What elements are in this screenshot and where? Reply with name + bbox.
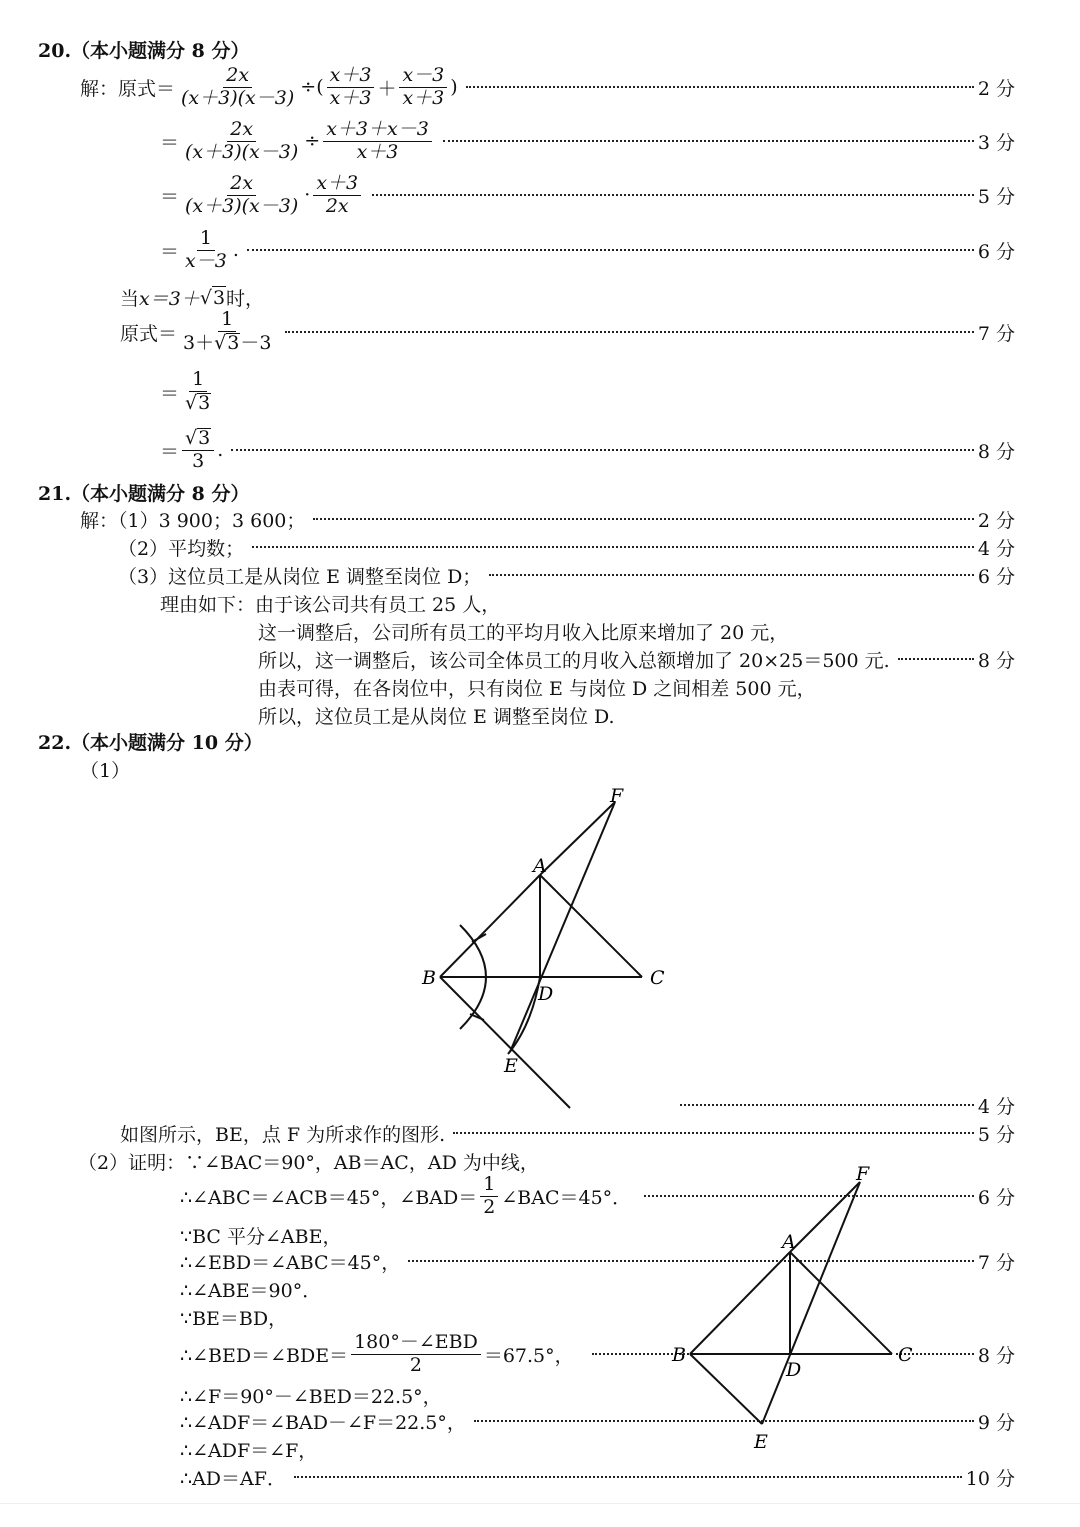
- construction-figure-1: [400, 780, 680, 1120]
- score: 2 分: [977, 509, 1015, 532]
- score: 6 分: [977, 1186, 1015, 1209]
- score: 3 分: [977, 131, 1015, 154]
- q22-step5: ∵BE＝BD，: [180, 1307, 288, 1330]
- q20-step1: 解：原式＝ $\frac{2x}{(x+3)(x-3)}$ ÷ ( $\frac{x+3}{x+3}$ ＋ $\frac{x-3}{x+3}$ ) 2 分: [80, 63, 1015, 109]
- label-f: F: [856, 1163, 870, 1185]
- label-d: D: [538, 983, 554, 1005]
- label-a: A: [782, 1231, 796, 1253]
- arc-tick: [472, 934, 486, 942]
- q22-part2: （2）证明：∵∠BAC＝90°，AB＝AC，AD 为中线，: [78, 1151, 539, 1174]
- q20-step2: ＝ $\frac{2x}{(x+3)(x-3)}$ ÷ $\frac{x+3+x-3}{x+3}$ 3 分: [160, 117, 1015, 163]
- segment-be: [690, 1354, 762, 1424]
- q21-line3: （3）这位员工是从岗位 E 调整至岗位 D； 6 分: [0, 558, 1015, 592]
- sqrt: √ 3: [199, 286, 226, 309]
- q22-step6: ∴∠BED＝∠BDE＝ $\frac{\text{180°－∠EBD}}{2}$ ＝67.5°， 8 分: [180, 1330, 1015, 1376]
- fraction: $\frac{2x}{(x+3)(x-3)}$: [185, 117, 299, 163]
- q22-step2: ∵BC 平分∠ABE，: [180, 1225, 342, 1248]
- q22-step10: ∴AD＝AF． 10 分: [0, 1460, 1015, 1494]
- fraction: $\frac{x+3}{2x}$: [313, 174, 361, 217]
- score: 8 分: [977, 1344, 1015, 1367]
- construction-figure-2: [660, 1160, 920, 1460]
- q21-title: 21.（本小题满分 8 分）: [38, 482, 250, 505]
- label-c: C: [650, 967, 665, 989]
- fraction: $\frac{x-3}{x+3}$: [399, 66, 447, 109]
- score: 8 分: [977, 440, 1015, 463]
- segment-ac: [790, 1252, 892, 1354]
- score: 4 分: [977, 537, 1015, 560]
- q22-fig-desc: 如图所示，BE，点 F 为所求作的图形. 5 分: [0, 1116, 1015, 1150]
- score: 9 分: [977, 1411, 1015, 1434]
- q20-step4: ＝ $\frac{1}{x-3}$ . 6 分: [160, 226, 1015, 272]
- q21-line7: 由表可得，在各岗位中，只有岗位 E 与岗位 D 之间相差 500 元，: [258, 677, 816, 700]
- fraction: $\frac{2x}{(x+3)(x-3)}$: [185, 171, 299, 217]
- label-e: E: [504, 1055, 518, 1077]
- q22-step3: ∴∠EBD＝∠ABC＝45°， 7 分: [0, 1244, 1015, 1278]
- score: 2 分: [977, 77, 1015, 100]
- score: 10 分: [965, 1467, 1015, 1490]
- fraction: 1 √ 3: [185, 368, 211, 414]
- q22-part1: （1）: [80, 759, 131, 782]
- fraction: $\frac{1}{2}$: [480, 1175, 498, 1218]
- q20-sol-label: 解：原式＝: [80, 77, 176, 100]
- q20-step5: 原式＝ 1 3＋√ 3 －3 7 分: [120, 308, 1015, 354]
- score: 6 分: [977, 565, 1015, 588]
- score: 7 分: [977, 1251, 1015, 1274]
- label-c: C: [898, 1344, 913, 1366]
- q21-line4: 理由如下：由于该公司共有员工 25 人，: [160, 593, 501, 616]
- label-d: D: [786, 1359, 802, 1381]
- segment-ba: [440, 875, 540, 977]
- segment-ba: [690, 1252, 790, 1354]
- segment-fe: [762, 1182, 860, 1424]
- q22-title: 22.（本小题满分 10 分）: [38, 731, 263, 754]
- fraction: $\frac{\text{180°－∠EBD}}{2}$: [351, 1333, 481, 1376]
- label-a: A: [533, 855, 547, 877]
- segment-af: [540, 802, 615, 875]
- score: 5 分: [977, 185, 1015, 208]
- q22-step1: ∴∠ABC＝∠ACB＝45°，∠BAD＝ $\frac{1}{2}$ ∠BAC＝45°． 6 分: [180, 1172, 1015, 1218]
- q22-step9: ∴∠ADF＝∠F，: [180, 1439, 318, 1462]
- score: 7 分: [977, 322, 1015, 345]
- q21-line1: 解：（1）3 900；3 600； 2 分: [0, 502, 1015, 536]
- fraction: $\frac{x+3}{x+3}$: [327, 66, 375, 109]
- fraction: $\frac{2x}{(x+3)(x-3)}$: [181, 63, 295, 109]
- fraction: 1 3＋√ 3 －3: [183, 308, 272, 354]
- q20-title: 20.（本小题满分 8 分）: [38, 39, 250, 62]
- segment-ac: [540, 875, 642, 977]
- q20-step3: ＝ $\frac{2x}{(x+3)(x-3)}$ · $\frac{x+3}{2x}$ 5 分: [160, 171, 1015, 217]
- q22-step4: ∴∠ABE＝90°．: [180, 1279, 322, 1302]
- q21-line5: 这一调整后，公司所有员工的平均月收入比原来增加了 20 元，: [258, 621, 789, 644]
- score: 5 分: [977, 1123, 1015, 1146]
- construction-arc-d: [508, 977, 540, 1054]
- q20-substitute: 当 x＝3＋ √ 3 时，: [120, 286, 265, 310]
- fraction: $\frac{1}{x-3}$: [185, 226, 227, 272]
- fraction: √ 3 3: [182, 428, 214, 472]
- label-b: B: [672, 1344, 686, 1366]
- q20-step6: ＝ 1 √ 3: [160, 372, 217, 412]
- score: 8 分: [977, 649, 1015, 672]
- segment-af: [790, 1182, 860, 1252]
- score: 6 分: [977, 240, 1015, 263]
- segment-fe: [510, 802, 615, 1052]
- q22-step8: ∴∠ADF＝∠BAD－∠F＝22.5°， 9 分: [0, 1404, 1015, 1438]
- q21-line8: 所以，这位员工是从岗位 E 调整至岗位 D.: [258, 705, 615, 728]
- q22-step7: ∴∠F＝90°－∠BED＝22.5°，: [180, 1385, 442, 1408]
- q21-line2: （2）平均数； 4 分: [0, 530, 1015, 564]
- q20-step7: ＝ √ 3 3 . 8 分: [160, 427, 1015, 472]
- label-e: E: [754, 1431, 768, 1453]
- fraction: $\frac{x+3+x-3}{x+3}$: [323, 120, 432, 163]
- score: 4 分: [977, 1095, 1015, 1118]
- label-f: F: [610, 785, 624, 807]
- label-b: B: [422, 967, 436, 989]
- q21-line6: 所以，这一调整后，该公司全体员工的月收入总额增加了 20×25＝500 元. 8 分: [0, 642, 1015, 676]
